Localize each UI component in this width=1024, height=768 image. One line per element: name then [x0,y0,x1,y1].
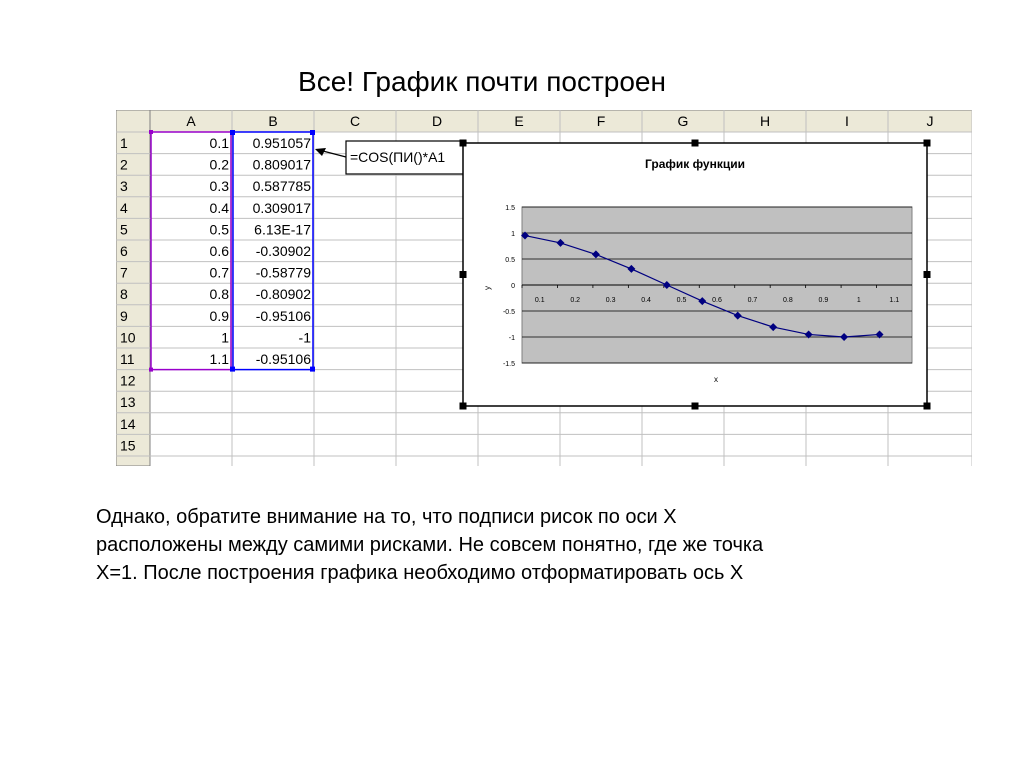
chart-y-tick-label: 1 [511,231,515,238]
column-header-d[interactable]: D [431,113,443,129]
chart-y-tick-label: 0.5 [505,257,515,264]
chart-resize-handle[interactable] [692,140,699,147]
cell-b2[interactable]: 0.809017 [252,156,311,173]
chart-y-tick-label: -0.5 [502,309,515,316]
cell-b8[interactable]: -0.80902 [255,286,311,303]
cell-a7[interactable]: 0.7 [209,264,229,281]
column-header-e[interactable]: E [514,113,524,129]
chart-y-tick-label: -1 [508,335,515,342]
chart-x-tick-label: 0.8 [783,297,793,304]
cell-a9[interactable]: 0.9 [209,307,229,324]
chart-y-tick-label: 0 [511,283,515,290]
formula-callout-text: =COS(ПИ()*A1 [350,149,446,165]
explanation-line-3: X=1. После построения графика необходимо отформатировать ось X [96,562,744,584]
chart-x-tick-label: 0.4 [641,297,651,304]
slide-title [0,62,1024,102]
column-header-g[interactable]: G [677,113,689,129]
range-handle[interactable] [230,367,235,372]
cell-a4[interactable]: 0.4 [209,199,229,216]
column-header-bar [116,110,972,132]
chart-x-tick-label: 0.2 [570,297,581,304]
cell-b4[interactable]: 0.309017 [252,199,311,216]
cell-a10[interactable]: 1 [221,329,229,346]
cell-b11[interactable]: -0.95106 [255,351,311,367]
chart-y-axis-label: y [483,286,492,290]
chart-x-tick-label: 0.6 [712,297,722,304]
select-all-corner[interactable] [116,110,150,132]
chart-y-tick-label: 1.5 [505,205,515,212]
row-header-13[interactable]: 13 [120,394,136,411]
column-header-h[interactable]: H [759,113,771,129]
range-handle[interactable] [230,130,235,135]
chart-x-axis-label: x [714,375,718,384]
row-header-5[interactable]: 5 [120,221,128,238]
chart-x-tick-label: 0.5 [676,297,687,304]
range-handle[interactable] [149,130,153,134]
row-header-14[interactable]: 14 [120,415,136,432]
chart-x-tick-label: 1 [856,297,861,304]
cell-a6[interactable]: 0.6 [209,243,229,259]
row-header-3[interactable]: 3 [120,178,128,195]
cell-a3[interactable]: 0.3 [209,178,229,195]
row-header-8[interactable]: 8 [120,286,128,303]
slide-title-text: Все! График почти построен [298,66,666,97]
chart-resize-handle[interactable] [924,140,931,147]
row-header-12[interactable]: 12 [120,372,136,389]
column-header-b[interactable]: B [268,113,278,129]
column-header-a[interactable]: A [186,113,196,129]
chart-resize-handle[interactable] [924,403,931,410]
chart-x-tick-label: 0.3 [605,297,616,304]
cell-b5[interactable]: 6.13E-17 [254,221,311,238]
cell-b3[interactable]: 0.587785 [252,178,311,195]
cell-a2[interactable]: 0.2 [209,156,229,173]
range-handle[interactable] [310,367,315,372]
row-header-6[interactable]: 6 [120,243,128,259]
row-header-9[interactable]: 9 [120,307,128,324]
row-header-7[interactable]: 7 [120,264,128,281]
explanation-line-2: расположены между самими рисками. Не совсем понятно, где же точка [96,534,764,556]
cell-b6[interactable]: -0.30902 [255,243,311,259]
chart-x-tick-label: 1.1 [889,297,900,304]
column-header-i[interactable]: I [845,113,849,129]
row-header-10[interactable]: 10 [120,329,136,346]
row-header-2[interactable]: 2 [120,156,128,173]
row-header-11[interactable]: 11 [120,351,135,367]
row-header-15[interactable]: 15 [120,437,136,454]
column-header-c[interactable]: C [349,113,361,129]
cell-a1[interactable]: 0.1 [209,135,229,151]
chart-resize-handle[interactable] [692,403,699,410]
cell-b7[interactable]: -0.58779 [255,264,311,281]
cell-b10[interactable]: -1 [298,329,311,346]
chart-resize-handle[interactable] [460,140,467,147]
chart-y-tick-label: -1.5 [502,361,515,368]
explanation-text [96,503,976,587]
range-handle[interactable] [310,130,315,135]
cell-b9[interactable]: -0.95106 [255,307,311,324]
spreadsheet[interactable] [116,110,972,466]
column-header-f[interactable]: F [596,113,606,129]
chart-resize-handle[interactable] [924,271,931,278]
cell-a8[interactable]: 0.8 [209,286,229,303]
range-handle[interactable] [149,368,153,372]
cell-a11[interactable]: 1.1 [209,351,229,367]
chart-title: График функции [645,157,745,171]
spreadsheet-grid[interactable] [116,110,972,466]
column-header-j[interactable]: J [926,113,934,129]
chart-x-tick-label: 0.1 [534,297,545,304]
cell-a5[interactable]: 0.5 [209,221,229,238]
chart-x-tick-label: 0.9 [818,297,829,304]
chart-x-tick-label: 0.7 [747,297,758,304]
chart-resize-handle[interactable] [460,403,467,410]
explanation-line-1: Однако, обратите внимание на то, что подписи рисок по оси X [96,506,677,528]
row-header-1[interactable]: 1 [120,135,128,151]
chart-resize-handle[interactable] [460,271,467,278]
row-header-4[interactable]: 4 [120,199,128,216]
cell-b1[interactable]: 0.951057 [252,135,311,151]
